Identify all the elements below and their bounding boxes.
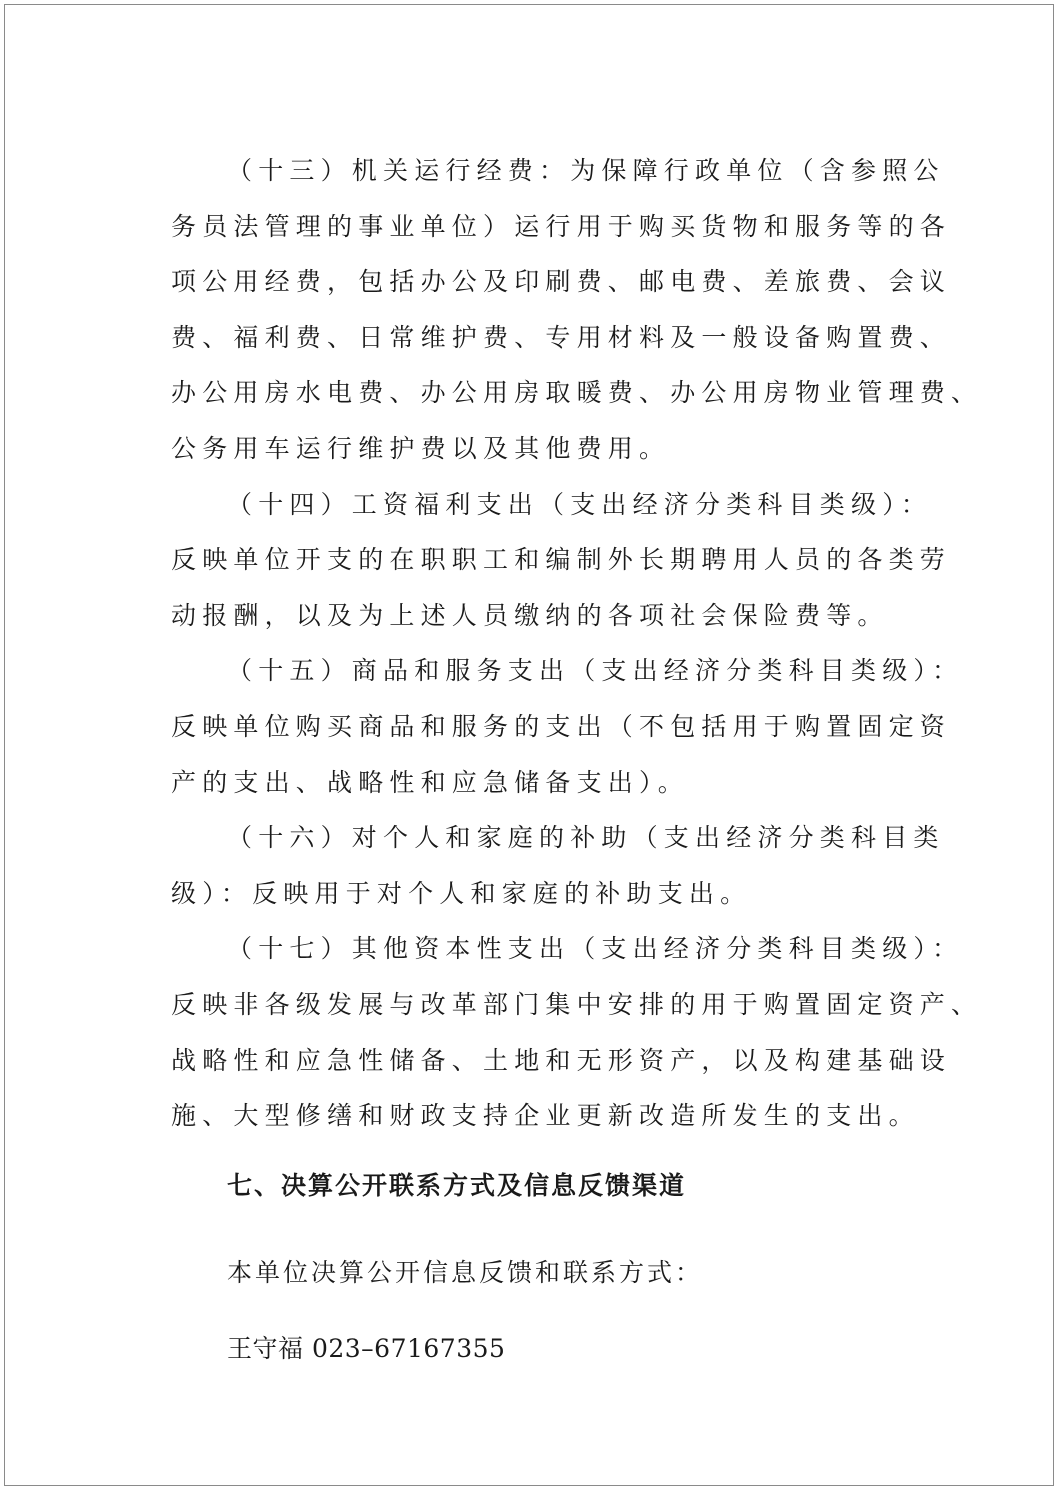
paragraph-14-wages-welfare (171, 477, 952, 644)
contact-name-phone: 王守福 023–67167355 (227, 1333, 506, 1363)
contact-intro: 本单位决算公开信息反馈和联系方式： (227, 1257, 704, 1287)
text-line: （十三）机关运行经费：为保障行政单位（含参照公 (227, 156, 945, 185)
document-page (4, 4, 1054, 1486)
section-heading: 七、决算公开联系方式及信息反馈渠道 (227, 1170, 687, 1200)
text-line: 动报酬，以及为上述人员缴纳的各项社会保险费等。 (171, 600, 889, 630)
text-line: 施、大型修缮和财政支持企业更新改造所发生的支出。 (171, 1101, 920, 1131)
text-line: 反映单位开支的在职职工和编制外长期聘用人员的各类劳 (171, 545, 952, 575)
text-line: 反映非各级发展与改革部门集中安排的用于购置固定资产、 (171, 989, 983, 1019)
paragraph-16-household-subsidies (171, 810, 945, 921)
text-line: 级）：反映用于对个人和家庭的补助支出。 (171, 878, 752, 908)
text-line: 费、福利费、日常维护费、专用材料及一般设备购置费、 (171, 322, 952, 352)
text-line: （十七）其他资本性支出（支出经济分类科目类级）： (227, 934, 964, 964)
document-body (171, 143, 983, 1369)
text-line: 反映单位购买商品和服务的支出（不包括用于购置固定资 (171, 711, 952, 741)
text-line: 战略性和应急性储备、土地和无形资产，以及构建基础设 (171, 1045, 952, 1075)
paragraph-17-other-capital (171, 921, 983, 1143)
text-line: 办公用房水电费、办公用房取暖费、办公用房物业管理费、 (171, 378, 983, 408)
text-line: （十四）工资福利支出（支出经济分类科目类级）： (227, 489, 933, 519)
paragraph-15-goods-services (171, 643, 964, 810)
text-line: （十六）对个人和家庭的补助（支出经济分类科目类 (227, 823, 945, 853)
paragraph-13-operating-expenses (171, 143, 983, 477)
text-line: 务员法管理的事业单位）运行用于购买货物和服务等的各 (171, 211, 952, 241)
text-line: （十五）商品和服务支出（支出经济分类科目类级）： (227, 656, 964, 686)
text-line: 公务用车运行维护费以及其他费用。 (171, 433, 671, 463)
text-line: 项公用经费，包括办公及印刷费、邮电费、差旅费、会议 (171, 267, 952, 297)
text-line: 产的支出、战略性和应急储备支出）。 (171, 767, 689, 797)
